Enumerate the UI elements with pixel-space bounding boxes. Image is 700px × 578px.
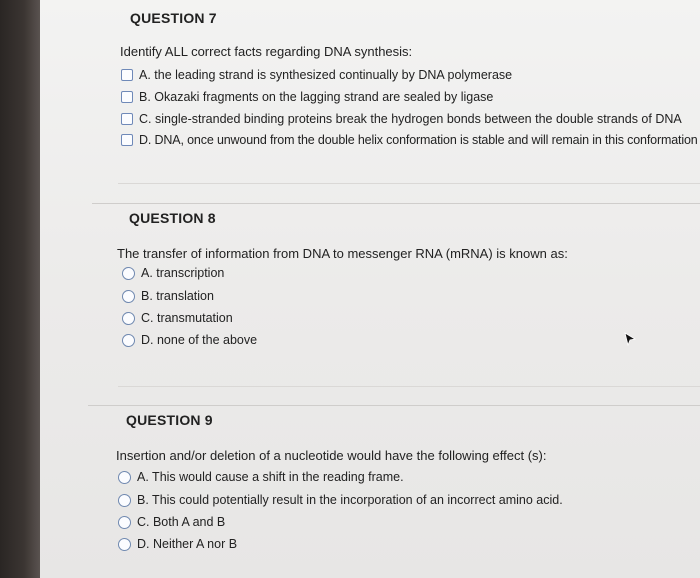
question-8-option-c[interactable] — [122, 311, 233, 325]
question-8-option-a[interactable] — [122, 266, 224, 280]
radio-icon[interactable] — [118, 516, 131, 529]
option-label: A. This would cause a shift in the reading frame. — [137, 470, 404, 484]
question-7-option-d[interactable] — [121, 133, 698, 147]
dark-screen-edge — [0, 0, 40, 578]
checkbox-icon[interactable] — [121, 91, 133, 103]
question-7-option-b[interactable] — [121, 90, 493, 104]
radio-icon[interactable] — [118, 494, 131, 507]
checkbox-icon[interactable] — [121, 69, 133, 81]
radio-icon[interactable] — [122, 267, 135, 280]
question-7-option-a[interactable] — [121, 68, 512, 82]
option-label: D. none of the above — [141, 333, 258, 347]
radio-icon[interactable] — [118, 471, 131, 484]
radio-icon[interactable] — [122, 290, 135, 303]
option-label: C. single-stranded binding proteins break the hydrogen bonds between the double strands of DNA — [139, 112, 682, 126]
option-label: C. Both A and B — [137, 515, 226, 529]
divider — [118, 183, 700, 184]
question-8-prompt: The transfer of information from DNA to messenger RNA (mRNA) is known as: — [117, 246, 568, 261]
divider — [88, 405, 700, 406]
option-label: C. transmutation — [141, 311, 233, 325]
option-label: B. This could potentially result in the incorporation of an incorrect amino acid. — [137, 493, 563, 507]
radio-icon[interactable] — [118, 538, 131, 551]
option-label: B. Okazaki fragments on the lagging strand are sealed by ligase — [139, 90, 494, 104]
mouse-cursor-icon — [624, 332, 636, 346]
question-9-option-c[interactable] — [118, 515, 225, 529]
question-8-option-d[interactable] — [122, 333, 257, 347]
question-9-option-d[interactable] — [118, 537, 237, 551]
question-7-prompt: Identify ALL correct facts regarding DNA synthesis: — [120, 44, 413, 59]
question-9-title: QUESTION 9 — [126, 412, 213, 428]
divider — [92, 203, 700, 204]
checkbox-icon[interactable] — [121, 113, 133, 125]
question-7-option-c[interactable] — [121, 112, 682, 126]
option-label: A. the leading strand is synthesized continually by DNA polymerase — [139, 68, 513, 82]
option-label: A. transcription — [141, 266, 225, 280]
question-8-title: QUESTION 8 — [129, 210, 216, 226]
option-label: D. DNA, once unwound from the double helix conformation is stable and will remain in this conformation — [139, 133, 698, 147]
option-label: D. Neither A nor B — [137, 537, 238, 551]
question-9-prompt: Insertion and/or deletion of a nucleotide would have the following effect (s): — [116, 448, 547, 463]
divider — [118, 386, 700, 387]
question-9-option-a[interactable] — [118, 470, 404, 484]
question-7-title: QUESTION 7 — [130, 10, 217, 26]
radio-icon[interactable] — [122, 334, 135, 347]
radio-icon[interactable] — [122, 312, 135, 325]
question-9-option-b[interactable] — [118, 493, 563, 507]
option-label: B. translation — [141, 289, 214, 303]
checkbox-icon[interactable] — [121, 134, 133, 146]
question-8-option-b[interactable] — [122, 289, 214, 303]
